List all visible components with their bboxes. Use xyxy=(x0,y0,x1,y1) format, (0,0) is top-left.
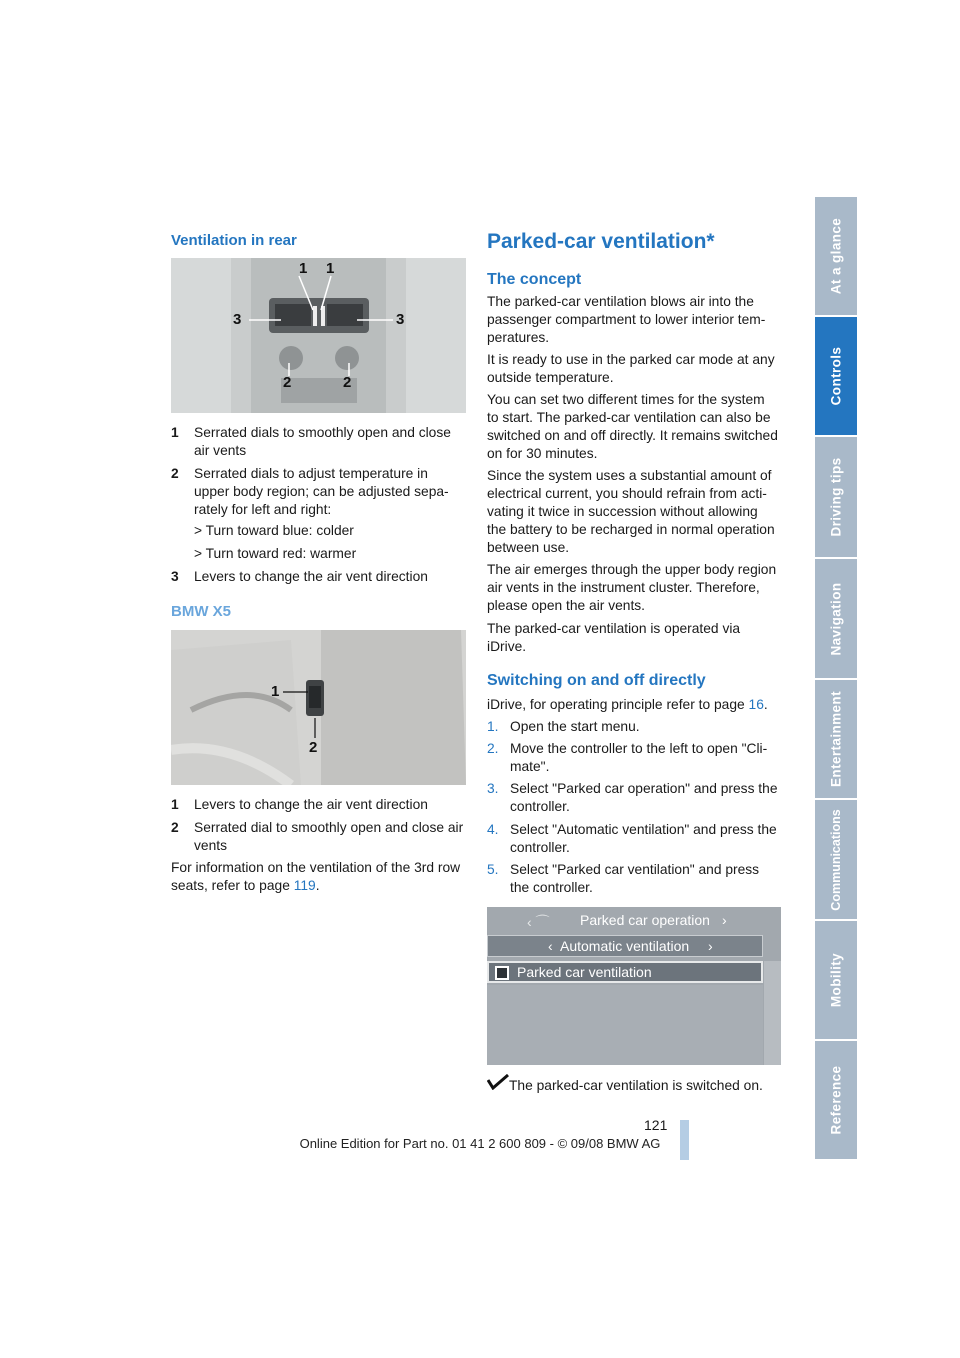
callout-3a: 3 xyxy=(233,311,242,328)
x5-vents-illustration xyxy=(171,630,466,785)
page-119-link[interactable]: 119 xyxy=(293,878,316,893)
checkbox-icon xyxy=(495,966,509,980)
rear-vents-figure xyxy=(171,258,466,413)
screen-empty-area xyxy=(487,985,763,1065)
concept-paragraph-1: The parked-car ventilation blows air into the passenger compartment to lower interior tem-peratures. xyxy=(487,294,766,345)
callout-1b: 1 xyxy=(326,260,335,277)
tab-driving-tips[interactable]: Driving tips xyxy=(815,437,857,559)
tab-controls[interactable]: Controls xyxy=(815,317,857,437)
concept-paragraph-4: Since the system uses a substantial amount of electrical current, you should refrain from acti-vating it twice in succession without allowing the battery to be recharged in normal operation between use. xyxy=(487,468,775,555)
tab-reference[interactable]: Reference xyxy=(815,1041,857,1161)
x5-callout-1: 1 xyxy=(271,683,280,700)
bmw-x5-heading: BMW X5 xyxy=(171,603,231,620)
screen-checkbox-parked-car-ventilation[interactable]: Parked car ventilation xyxy=(487,961,763,983)
callout-1a: 1 xyxy=(299,260,308,277)
x5-callout-2: 2 xyxy=(309,739,318,756)
check-icon xyxy=(487,1074,509,1095)
concept-paragraph-6: The parked-car ventilation is operated via iDrive. xyxy=(487,621,741,654)
concept-paragraph-5: The air emerges through the upper body region air vents in the instrument cluster. Therefore, please open the air vents. xyxy=(487,562,777,613)
section-title: Parked-car ventilation* xyxy=(487,230,715,253)
x5-third-row-note: For information on the ventilation of the 3rd row seats, refer to page 119. xyxy=(171,860,461,893)
chapter-tabs xyxy=(815,197,857,1161)
page-number: 121 xyxy=(644,1117,668,1133)
rear-vents-illustration xyxy=(171,258,466,413)
tab-at-a-glance[interactable]: At a glance xyxy=(815,197,857,317)
switch-heading: Switching on and off directly xyxy=(487,672,706,689)
rear-ventilation-heading: Ventilation in rear xyxy=(171,232,297,249)
page-16-link[interactable]: 16 xyxy=(748,697,764,712)
screen-menu-automatic-ventilation[interactable]: ‹ Automatic ventilation › xyxy=(487,935,763,957)
callout-2a: 2 xyxy=(283,374,292,391)
switched-on-note: The parked-car ventilation is switched on. xyxy=(487,1074,779,1095)
tab-communications[interactable]: Communications xyxy=(815,800,857,921)
switch-intro: iDrive, for operating principle refer to page 16. xyxy=(487,697,768,712)
callout-2b: 2 xyxy=(343,374,352,391)
tab-navigation[interactable]: Navigation xyxy=(815,559,857,680)
idrive-screen xyxy=(487,907,781,1065)
screen-scrollbar xyxy=(764,961,781,1065)
callout-3b: 3 xyxy=(396,311,405,328)
footer-text: Online Edition for Part no. 01 41 2 600 809 - © 09/08 BMW AG xyxy=(299,1136,661,1151)
tab-mobility[interactable]: Mobility xyxy=(815,921,857,1041)
tab-entertainment[interactable]: Entertainment xyxy=(815,680,857,800)
concept-paragraph-2: It is ready to use in the parked car mode at any outside temperature. xyxy=(487,352,775,385)
concept-heading: The concept xyxy=(487,271,582,288)
screen-menu-parked-car-operation[interactable]: ‹ ⌒ Parked car operation › xyxy=(487,909,763,931)
concept-paragraph-3: You can set two different times for the system to start. The parked-car ventilation can also be switched on and off directly. It remains switched on for 30 minutes. xyxy=(487,392,778,461)
x5-vents-figure xyxy=(171,630,466,785)
